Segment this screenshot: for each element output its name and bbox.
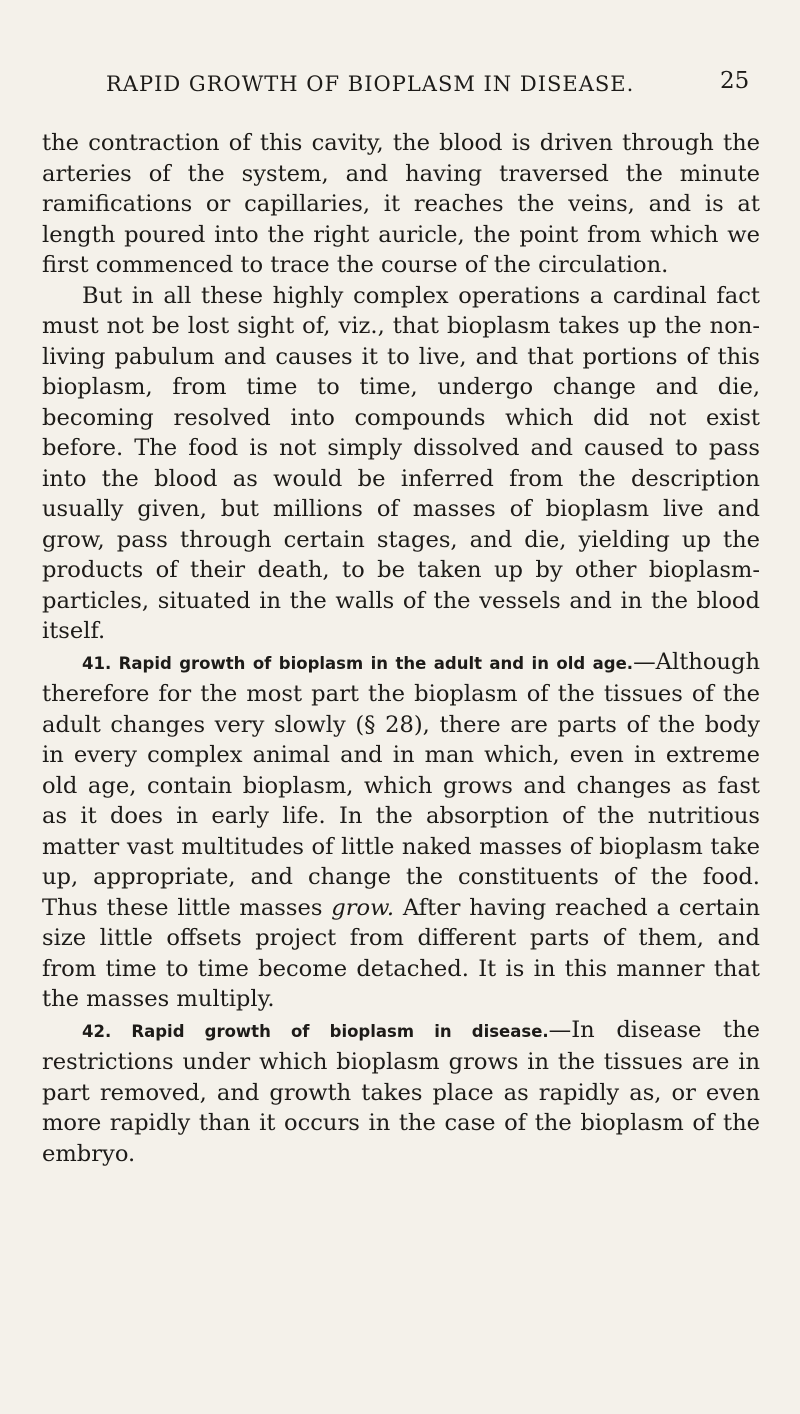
section-42-text: —In disease the restrictions under which bioplasm grows in the tissues are in part removed, and growth takes place as rapidly as, or even more rapidly than it occurs in the case of the bioplasm of the embryo. [42, 1016, 760, 1167]
section-41 [42, 647, 760, 1015]
page-number: 25 [720, 68, 750, 94]
paragraph-circulation: the contraction of this cavity, the blood is driven through the arteries of the system, and having traversed the minute ramifications or capillaries, it reaches the veins, and is at length poured into the right auricle, the point from which we first commenced to trace the course of the circulation. [42, 130, 760, 278]
section-41-italic: grow. [331, 894, 395, 921]
section-42 [42, 1015, 760, 1170]
section-41-text-a: —Although therefore for the most part the bioplasm of the tissues of the adult changes very slowly (§ 28), there are parts of the body in every complex animal and in man which, even in extreme old age, contain bioplasm, which grows and changes as fast as it does in early life. In the absorption of the nutritious matter vast multitudes of little naked masses of bioplasm take up, appropriate, and change the constituents of the food. Thus these little masses [42, 648, 760, 921]
section-42-title: 42. Rapid growth of bioplasm in disease. [82, 1021, 549, 1041]
section-41-text-b: After having reached a certain size little offsets project from different parts of them, and from time to time become detached. It is in this manner that the masses multiply. [42, 894, 760, 1012]
section-41-title: 41. Rapid growth of bioplasm in the adult and in old age. [82, 653, 634, 673]
page-body [42, 128, 760, 1169]
paragraph-bioplasm-fact: But in all these highly complex operations a cardinal fact must not be lost sight of, viz., that bioplasm takes up the non-living pabulum and causes it to live, and that portions of this bioplasm, from time to time, undergo change and die, becoming resolved into compounds which did not exist before. The food is not simply dissolved and caused to pass into the blood as would be inferred from the description usually given, but millions of masses of bioplasm live and grow, pass through certain stages, and die, yielding up the products of their death, to be taken up by other bioplasm-particles, situated in the walls of the vessels and in the blood itself. [42, 282, 760, 644]
running-header: RAPID GROWTH OF BIOPLASM IN DISEASE. [106, 72, 635, 96]
